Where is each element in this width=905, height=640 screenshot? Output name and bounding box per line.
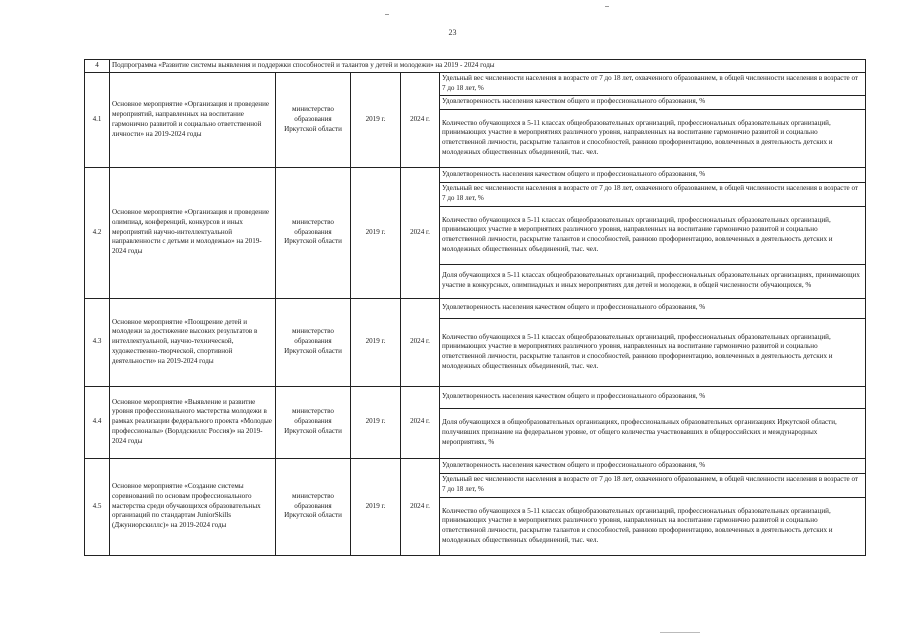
program-table (84, 59, 866, 556)
indicator: Количество обучающихся в 5-11 классах общеобразовательных организаций, профессиональных образовательных организаций, принимающих участие в мероприятиях различного уровня, направленных на воспитание гармонично развитой и социально ответственной личности, раскрытие талантов и способностей, раннюю профориентацию, вовлеченных в деятельность детских и молодежных общественных объединений, тыс. чел. (440, 109, 866, 167)
end-year: 2024 г. (401, 298, 440, 386)
executor: министерство образования Иркутской области (276, 167, 351, 298)
subprogram-title: Подпрограмма «Развитие системы выявления и поддержки способностей и талантов у детей и молодежи» на 2019 - 2024 годы (110, 60, 866, 73)
indicator: Доля обучающихся в 5-11 классах общеобразовательных организаций, профессиональных образовательных организациях, принимающих участие в конкурсных, олимпиадных и иных мероприятиях для детей и молодежи, в общей численности обучающихся, % (440, 264, 866, 298)
indicator: Удовлетворенность населения качеством общего и профессионального образования, % (440, 298, 866, 318)
activity-name: Основное мероприятие «Выявление и развитие уровня профессионального мастерства молодежи в рамках реализации федерального проекта «Молодые профессионалы» (Ворлдскиллс Россия)» на 2019-2024 годы (110, 386, 276, 458)
start-year: 2019 г. (351, 167, 401, 298)
activity-name: Основное мероприятие «Организация и проведение олимпиад, конференций, конкурсов и иных мероприятий научно-интеллектуальной направленности с детьми и молодежью» на 2019-2024 годы (110, 167, 276, 298)
activity-name: Основное мероприятие «Организация и проведение мероприятий, направленных на воспитание гармонично развитой и социально ответственной личности» на 2019-2024 годы (110, 73, 276, 168)
indicator: Удельный вес численности населения в возрасте от 7 до 18 лет, охваченного образованием, в общей численности населения в возрасте от 7 до 18 лет, % (440, 73, 866, 96)
table-row (85, 458, 866, 473)
end-year: 2024 г. (401, 167, 440, 298)
activity-name: Основное мероприятие «Поощрение детей и молодежи за достижение высоких результатов в интеллектуальной, научно-технической, художественно-творческой, спортивной деятельности» на 2019-2024 годы (110, 298, 276, 386)
start-year: 2019 г. (351, 73, 401, 168)
row-number: 4.3 (85, 298, 110, 386)
page-number: 23 (448, 28, 457, 37)
end-year: 2024 г. (401, 386, 440, 458)
indicator: Удовлетворенность населения качеством общего и профессионального образования, % (440, 167, 866, 182)
scan-speck (660, 632, 700, 633)
row-number: 4.2 (85, 167, 110, 298)
indicator: Удельный вес численности населения в возрасте от 7 до 18 лет, охваченного образованием, в общей численности населения в возрасте от 7 до 18 лет, % (440, 182, 866, 206)
executor: министерство образования Иркутской области (276, 458, 351, 555)
executor: министерство образования Иркутской области (276, 298, 351, 386)
executor: министерство образования Иркутской области (276, 73, 351, 168)
start-year: 2019 г. (351, 458, 401, 555)
indicator: Удельный вес численности населения в возрасте от 7 до 18 лет, охваченного образованием, в общей численности населения в возрасте от 7 до 18 лет, % (440, 473, 866, 497)
row-number: 4.5 (85, 458, 110, 555)
row-number: 4.1 (85, 73, 110, 168)
indicator: Количество обучающихся в 5-11 классах общеобразовательных организаций, профессиональных образовательных организаций, принимающих участие в мероприятиях различного уровня, направленных на воспитание гармонично развитой и социально ответственной личности, раскрытие талантов и способностей, раннюю профориентацию, вовлеченных в деятельность детских и молодежных общественных объединений, тыс. чел. (440, 206, 866, 264)
table-row (85, 386, 866, 408)
end-year: 2024 г. (401, 73, 440, 168)
indicator: Количество обучающихся в 5-11 классах общеобразовательных организаций, профессиональных образовательных организаций, принимающих участие в мероприятиях различного уровня, направленных на воспитание гармонично развитой и социально ответственной личности, раскрытие талантов и способностей, раннюю профориентацию, вовлеченных в деятельность детских и молодежных общественных объединений, тыс. чел. (440, 318, 866, 386)
scan-speck (385, 14, 389, 15)
start-year: 2019 г. (351, 298, 401, 386)
executor: министерство образования Иркутской области (276, 386, 351, 458)
start-year: 2019 г. (351, 386, 401, 458)
end-year: 2024 г. (401, 458, 440, 555)
indicator: Удовлетворенность населения качеством общего и профессионального образования, % (440, 95, 866, 109)
indicator: Удовлетворенность населения качеством общего и профессионального образования, % (440, 458, 866, 473)
scan-speck (605, 6, 609, 7)
indicator: Удовлетворенность населения качеством общего и профессионального образования, % (440, 386, 866, 408)
row-number: 4.4 (85, 386, 110, 458)
indicator: Количество обучающихся в 5-11 классах общеобразовательных организаций, профессиональных образовательных организаций, принимающих участие в мероприятиях различного уровня, направленных на воспитание гармонично развитой и социально ответственной личности, раскрытие талантов и способностей, раннюю профориентацию, вовлеченных в деятельность детских и молодежных общественных объединений, тыс. чел. (440, 497, 866, 555)
table-row (85, 73, 866, 96)
indicator: Доля обучающихся в общеобразовательных организациях, профессиональных образовательных организациях Иркутской области, получивших признание на федеральном уровне, от общего количества участвовавших в общероссийских и международных мероприятиях, % (440, 408, 866, 458)
table-row (85, 298, 866, 318)
activity-name: Основное мероприятие «Создание системы соревнований по основам профессионального мастерства среди обучающихся образовательных организаций по стандартам JuniorSkills (Джуниорскиллс)» на 2019-2024 годы (110, 458, 276, 555)
table-row (85, 167, 866, 182)
subprogram-row (85, 60, 866, 73)
subprogram-number: 4 (85, 60, 110, 73)
